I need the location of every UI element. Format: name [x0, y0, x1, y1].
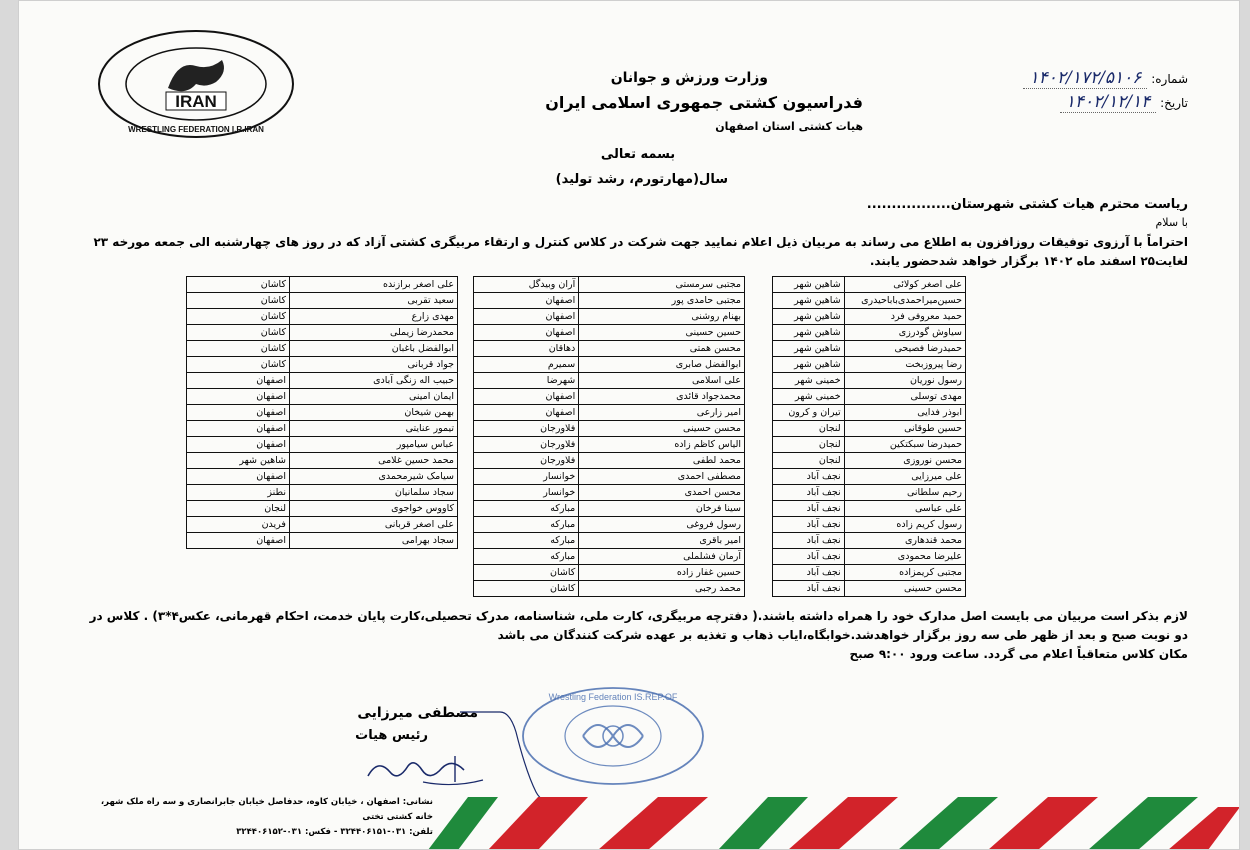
coach-row: [773, 341, 966, 357]
coach-row: [474, 421, 745, 437]
coach-city: سمیرم: [474, 357, 579, 373]
coach-name: علیرضا محمودی: [844, 549, 965, 565]
coach-city: مبارکه: [474, 533, 579, 549]
letter-number: [963, 68, 1188, 88]
coach-row: [474, 565, 745, 581]
coach-city: خمینی شهر: [773, 373, 845, 389]
coach-city: شهرضا: [474, 373, 579, 389]
coach-name: محمد قندهاری: [844, 533, 965, 549]
coach-row: [187, 453, 458, 469]
coach-city: نجف آباد: [773, 485, 845, 501]
coach-name: سینا فرخان: [579, 501, 745, 517]
coach-row: [474, 581, 745, 597]
coach-name: علی اصغر کولائی: [844, 277, 965, 293]
coach-name: محمدرضا زیملی: [289, 325, 457, 341]
coach-city: اصفهان: [474, 309, 579, 325]
coach-city: نطنز: [187, 485, 290, 501]
coach-name: رسول کریم زاده: [844, 517, 965, 533]
coach-name: کاووس خواجوی: [289, 501, 457, 517]
coach-row: [187, 485, 458, 501]
coach-city: کاشان: [474, 581, 579, 597]
coach-row: [187, 469, 458, 485]
coach-name: رسول نوریان: [844, 373, 965, 389]
coach-city: اصفهان: [474, 325, 579, 341]
coach-name: رحیم سلطانی: [844, 485, 965, 501]
coach-row: [474, 357, 745, 373]
coach-row: [187, 533, 458, 549]
coach-row: [773, 373, 966, 389]
coach-row: [187, 373, 458, 389]
coach-row: [474, 469, 745, 485]
coach-name: جواد قربانی: [289, 357, 457, 373]
coach-name: مصطفی احمدی: [579, 469, 745, 485]
coach-name: بهنام روشنی: [579, 309, 745, 325]
coach-city: لنجان: [773, 437, 845, 453]
coach-table-middle: [473, 276, 745, 597]
coach-city: اصفهان: [187, 373, 290, 389]
coach-row: [474, 453, 745, 469]
coach-name: مجتبی سرمستی: [579, 277, 745, 293]
coach-row: [773, 469, 966, 485]
letter-notes: [78, 607, 1188, 664]
coach-row: [773, 325, 966, 341]
coach-row: [474, 405, 745, 421]
coach-name: رضا پیروزبخت: [844, 357, 965, 373]
coach-city: اصفهان: [474, 389, 579, 405]
coach-name: ابوالفضل باغبان: [289, 341, 457, 357]
footer-contact: [83, 795, 433, 840]
coach-city: شاهین شهر: [187, 453, 290, 469]
coach-city: نجف آباد: [773, 581, 845, 597]
coach-row: [474, 341, 745, 357]
coach-table-right: [772, 276, 966, 597]
coach-name: ابوالفضل صابری: [579, 357, 745, 373]
coach-row: [474, 277, 745, 293]
coach-city: شاهین شهر: [773, 357, 845, 373]
signatory-title: رئیس هیات: [355, 728, 428, 743]
coach-city: فریدن: [187, 517, 290, 533]
coach-city: کاشان: [187, 309, 290, 325]
coach-city: اصفهان: [187, 389, 290, 405]
coach-city: نجف آباد: [773, 469, 845, 485]
coach-row: [474, 293, 745, 309]
coach-city: اصفهان: [187, 469, 290, 485]
coach-row: [773, 501, 966, 517]
coach-row: [187, 501, 458, 517]
coach-city: کاشان: [474, 565, 579, 581]
coach-row: [474, 549, 745, 565]
coach-city: فلاورجان: [474, 437, 579, 453]
addressee: ریاست محترم هیات کشتی شهرستان.................: [866, 197, 1188, 212]
coach-name: حمیدرضا فصیحی: [844, 341, 965, 357]
coach-city: آران وبیدگل: [474, 277, 579, 293]
coach-city: مبارکه: [474, 549, 579, 565]
coach-name: سیامک شیرمحمدی: [289, 469, 457, 485]
coach-row: [187, 309, 458, 325]
coach-city: لنجان: [773, 453, 845, 469]
coach-name: امیر باقری: [579, 533, 745, 549]
coach-name: علی اصغر برازنده: [289, 277, 457, 293]
coach-name: عباس سیامپور: [289, 437, 457, 453]
coach-name: الیاس کاظم زاده: [579, 437, 745, 453]
basmala: بسمه تعالی: [600, 147, 676, 162]
letter-body: احتراماً با آرزوی توفیقات روزافزون به اطلاع می رساند به مربیان ذیل اعلام نمایید جهت شرکت در کلاس کنترل و ارتقاء مربیگری کشتی آزاد که در روز های چهارشنبه الی جمعه مورخه ۲۳ لغایت۲۵ اسفند ماه ۱۴۰۲ برگزار خواهد شدحضور یابند.: [93, 235, 1188, 268]
coach-city: اصفهان: [187, 405, 290, 421]
date-value: ۱۴۰۲/۱۲/۱۴: [1060, 92, 1157, 113]
coach-name: سیاوش گودرزی: [844, 325, 965, 341]
board-title: هیات کشتی استان اصفهان: [715, 120, 863, 133]
decorative-flag-stripes: [428, 792, 1240, 850]
ministry-title: وزارت ورزش و جوانان: [610, 70, 768, 86]
coach-name: حبیب اله زنگی آبادی: [289, 373, 457, 389]
coach-name: مجتبی کریمزاده: [844, 565, 965, 581]
coach-name: مهدی توسلی: [844, 389, 965, 405]
letter-date: [963, 92, 1188, 112]
coach-row: [187, 389, 458, 405]
coach-city: نجف آباد: [773, 565, 845, 581]
coach-name: علی میرزایی: [844, 469, 965, 485]
coach-city: شاهین شهر: [773, 325, 845, 341]
coach-name: بهمن شیخان: [289, 405, 457, 421]
coach-name: مجتبی حامدی پور: [579, 293, 745, 309]
coach-name: محمد لطفی: [579, 453, 745, 469]
coach-row: [773, 485, 966, 501]
coach-row: [187, 437, 458, 453]
coach-name: سعید تقربی: [289, 293, 457, 309]
coach-city: شاهین شهر: [773, 277, 845, 293]
coach-city: اصفهان: [187, 533, 290, 549]
coach-name: سجاد سلمانیان: [289, 485, 457, 501]
coach-city: مبارکه: [474, 517, 579, 533]
coach-row: [773, 533, 966, 549]
number-label: شماره:: [1151, 72, 1188, 86]
coach-name: حمید معروفی فرد: [844, 309, 965, 325]
footer-phone: تلفن: ۰۳۱-۳۲۴۴۰۶۱۵۱ - فکس: ۰۳۱-۳۲۴۴۰۶۱۵۲: [236, 827, 433, 837]
coach-row: [773, 309, 966, 325]
coach-name: حسین طوقانی: [844, 421, 965, 437]
coach-row: [474, 437, 745, 453]
letter-page: [18, 0, 1240, 850]
coach-city: نجف آباد: [773, 533, 845, 549]
coach-name: علی عباسی: [844, 501, 965, 517]
coach-row: [187, 357, 458, 373]
coach-city: لنجان: [773, 421, 845, 437]
coach-city: کاشان: [187, 325, 290, 341]
coach-name: محسن همتی: [579, 341, 745, 357]
coach-city: نجف آباد: [773, 549, 845, 565]
greeting: با سلام: [1155, 216, 1188, 229]
coach-row: [474, 325, 745, 341]
coach-row: [773, 437, 966, 453]
coach-name: حسین حسینی: [579, 325, 745, 341]
coach-city: کاشان: [187, 341, 290, 357]
coach-name: محمدجواد قائدی: [579, 389, 745, 405]
coach-row: [474, 309, 745, 325]
coach-row: [474, 501, 745, 517]
coach-name: حسین غفار زاده: [579, 565, 745, 581]
coach-row: [474, 373, 745, 389]
coach-row: [773, 453, 966, 469]
footer-address: نشانی: اصفهان ، خیابان کاوه، حدفاصل خیابان جابرانصاری و سه راه ملک شهر، خانه کشتی تختی: [100, 797, 433, 822]
coach-city: اصفهان: [474, 405, 579, 421]
coach-city: اصفهان: [187, 437, 290, 453]
coach-name: امیر زارعی: [579, 405, 745, 421]
coach-name: ایمان امینی: [289, 389, 457, 405]
coach-city: خوانسار: [474, 469, 579, 485]
notes-requirements: لازم بذکر است مربیان می بایست اصل مدارک خود را همراه داشته باشند.( دفترچه مربیگری، کارت ملی، شناسنامه، مدرک تحصیلی،کارت پایان خدمت، احکام قهرمانی، عکس۴*۳) . کلاس در دو نوبت صبح و بعد از ظهر طی سه روز برگزار خواهدشد.خوابگاه،ایاب ذهاب و تغذیه بر عهده شرکت کنندگان می باشد: [89, 609, 1188, 642]
coach-name: علی اصغر قربانی: [289, 517, 457, 533]
coach-row: [773, 517, 966, 533]
coach-city: لنجان: [187, 501, 290, 517]
coach-name: رسول فروغی: [579, 517, 745, 533]
coach-name: حمیدرضا سبکتکین: [844, 437, 965, 453]
coach-row: [773, 581, 966, 597]
signatory-name: مصطفی میرزایی: [357, 705, 478, 721]
coach-city: تیران و کرون: [773, 405, 845, 421]
coach-city: دهاقان: [474, 341, 579, 357]
coach-row: [773, 293, 966, 309]
coach-city: فلاورجان: [474, 421, 579, 437]
coach-row: [474, 517, 745, 533]
coach-row: [474, 533, 745, 549]
coach-row: [187, 341, 458, 357]
number-value: ۱۴۰۲/۱۷۲/۵۱۰۶: [1023, 68, 1147, 89]
coach-row: [187, 293, 458, 309]
coach-name: محمد حسین غلامی: [289, 453, 457, 469]
date-label: تاریخ:: [1160, 96, 1188, 110]
coach-city: اصفهان: [187, 421, 290, 437]
coach-name: تیمور عنایتی: [289, 421, 457, 437]
logo-text: IRAN: [175, 92, 217, 111]
coach-row: [773, 277, 966, 293]
federation-title: فدراسیون کشتی جمهوری اسلامی ایران: [545, 93, 863, 112]
coach-name: سجاد بهرامی: [289, 533, 457, 549]
coach-city: نجف آباد: [773, 517, 845, 533]
coach-city: نجف آباد: [773, 501, 845, 517]
coach-name: مهدی زارع: [289, 309, 457, 325]
coach-name: محسن حسینی: [579, 421, 745, 437]
coach-name: محسن حسینی: [844, 581, 965, 597]
coach-row: [187, 277, 458, 293]
logo-ring-text: WRESTLING FEDERATION I.R.IRAN: [128, 125, 264, 134]
coach-name: حسین‌میراحمدی‌باباحیدری: [844, 293, 965, 309]
coach-row: [187, 405, 458, 421]
coach-city: مبارکه: [474, 501, 579, 517]
seal-ring-text: Wrestling Federation IS.REP.OF: [548, 692, 678, 702]
coach-city: کاشان: [187, 357, 290, 373]
coach-city: اصفهان: [474, 293, 579, 309]
coach-city: کاشان: [187, 277, 290, 293]
coach-name: علی اسلامی: [579, 373, 745, 389]
coach-row: [187, 325, 458, 341]
coach-city: فلاورجان: [474, 453, 579, 469]
coach-name: محسن نوروزی: [844, 453, 965, 469]
notes-location: مکان کلاس متعاقباً اعلام می گردد. ساعت ورود ۹:۰۰ صبح: [849, 647, 1188, 661]
coach-row: [474, 485, 745, 501]
coach-row: [773, 565, 966, 581]
coach-row: [773, 389, 966, 405]
coach-row: [773, 421, 966, 437]
coach-city: شاهین شهر: [773, 309, 845, 325]
coach-city: کاشان: [187, 293, 290, 309]
coach-name: محسن احمدی: [579, 485, 745, 501]
coach-name: ابوذر فدایی: [844, 405, 965, 421]
coach-city: خمینی شهر: [773, 389, 845, 405]
coach-row: [773, 357, 966, 373]
coach-table-left: [186, 276, 458, 549]
coach-row: [187, 421, 458, 437]
coach-name: محمد رجبی: [579, 581, 745, 597]
coach-row: [187, 517, 458, 533]
coach-row: [773, 405, 966, 421]
coach-name: آرمان فشلملی: [579, 549, 745, 565]
year-slogan: سال(مهارتورم، رشد تولید): [555, 172, 728, 187]
coach-city: شاهین شهر: [773, 293, 845, 309]
wrestling-federation-logo: [96, 28, 296, 140]
coach-city: شاهین شهر: [773, 341, 845, 357]
coach-city: خوانسار: [474, 485, 579, 501]
coach-row: [773, 549, 966, 565]
coach-row: [474, 389, 745, 405]
